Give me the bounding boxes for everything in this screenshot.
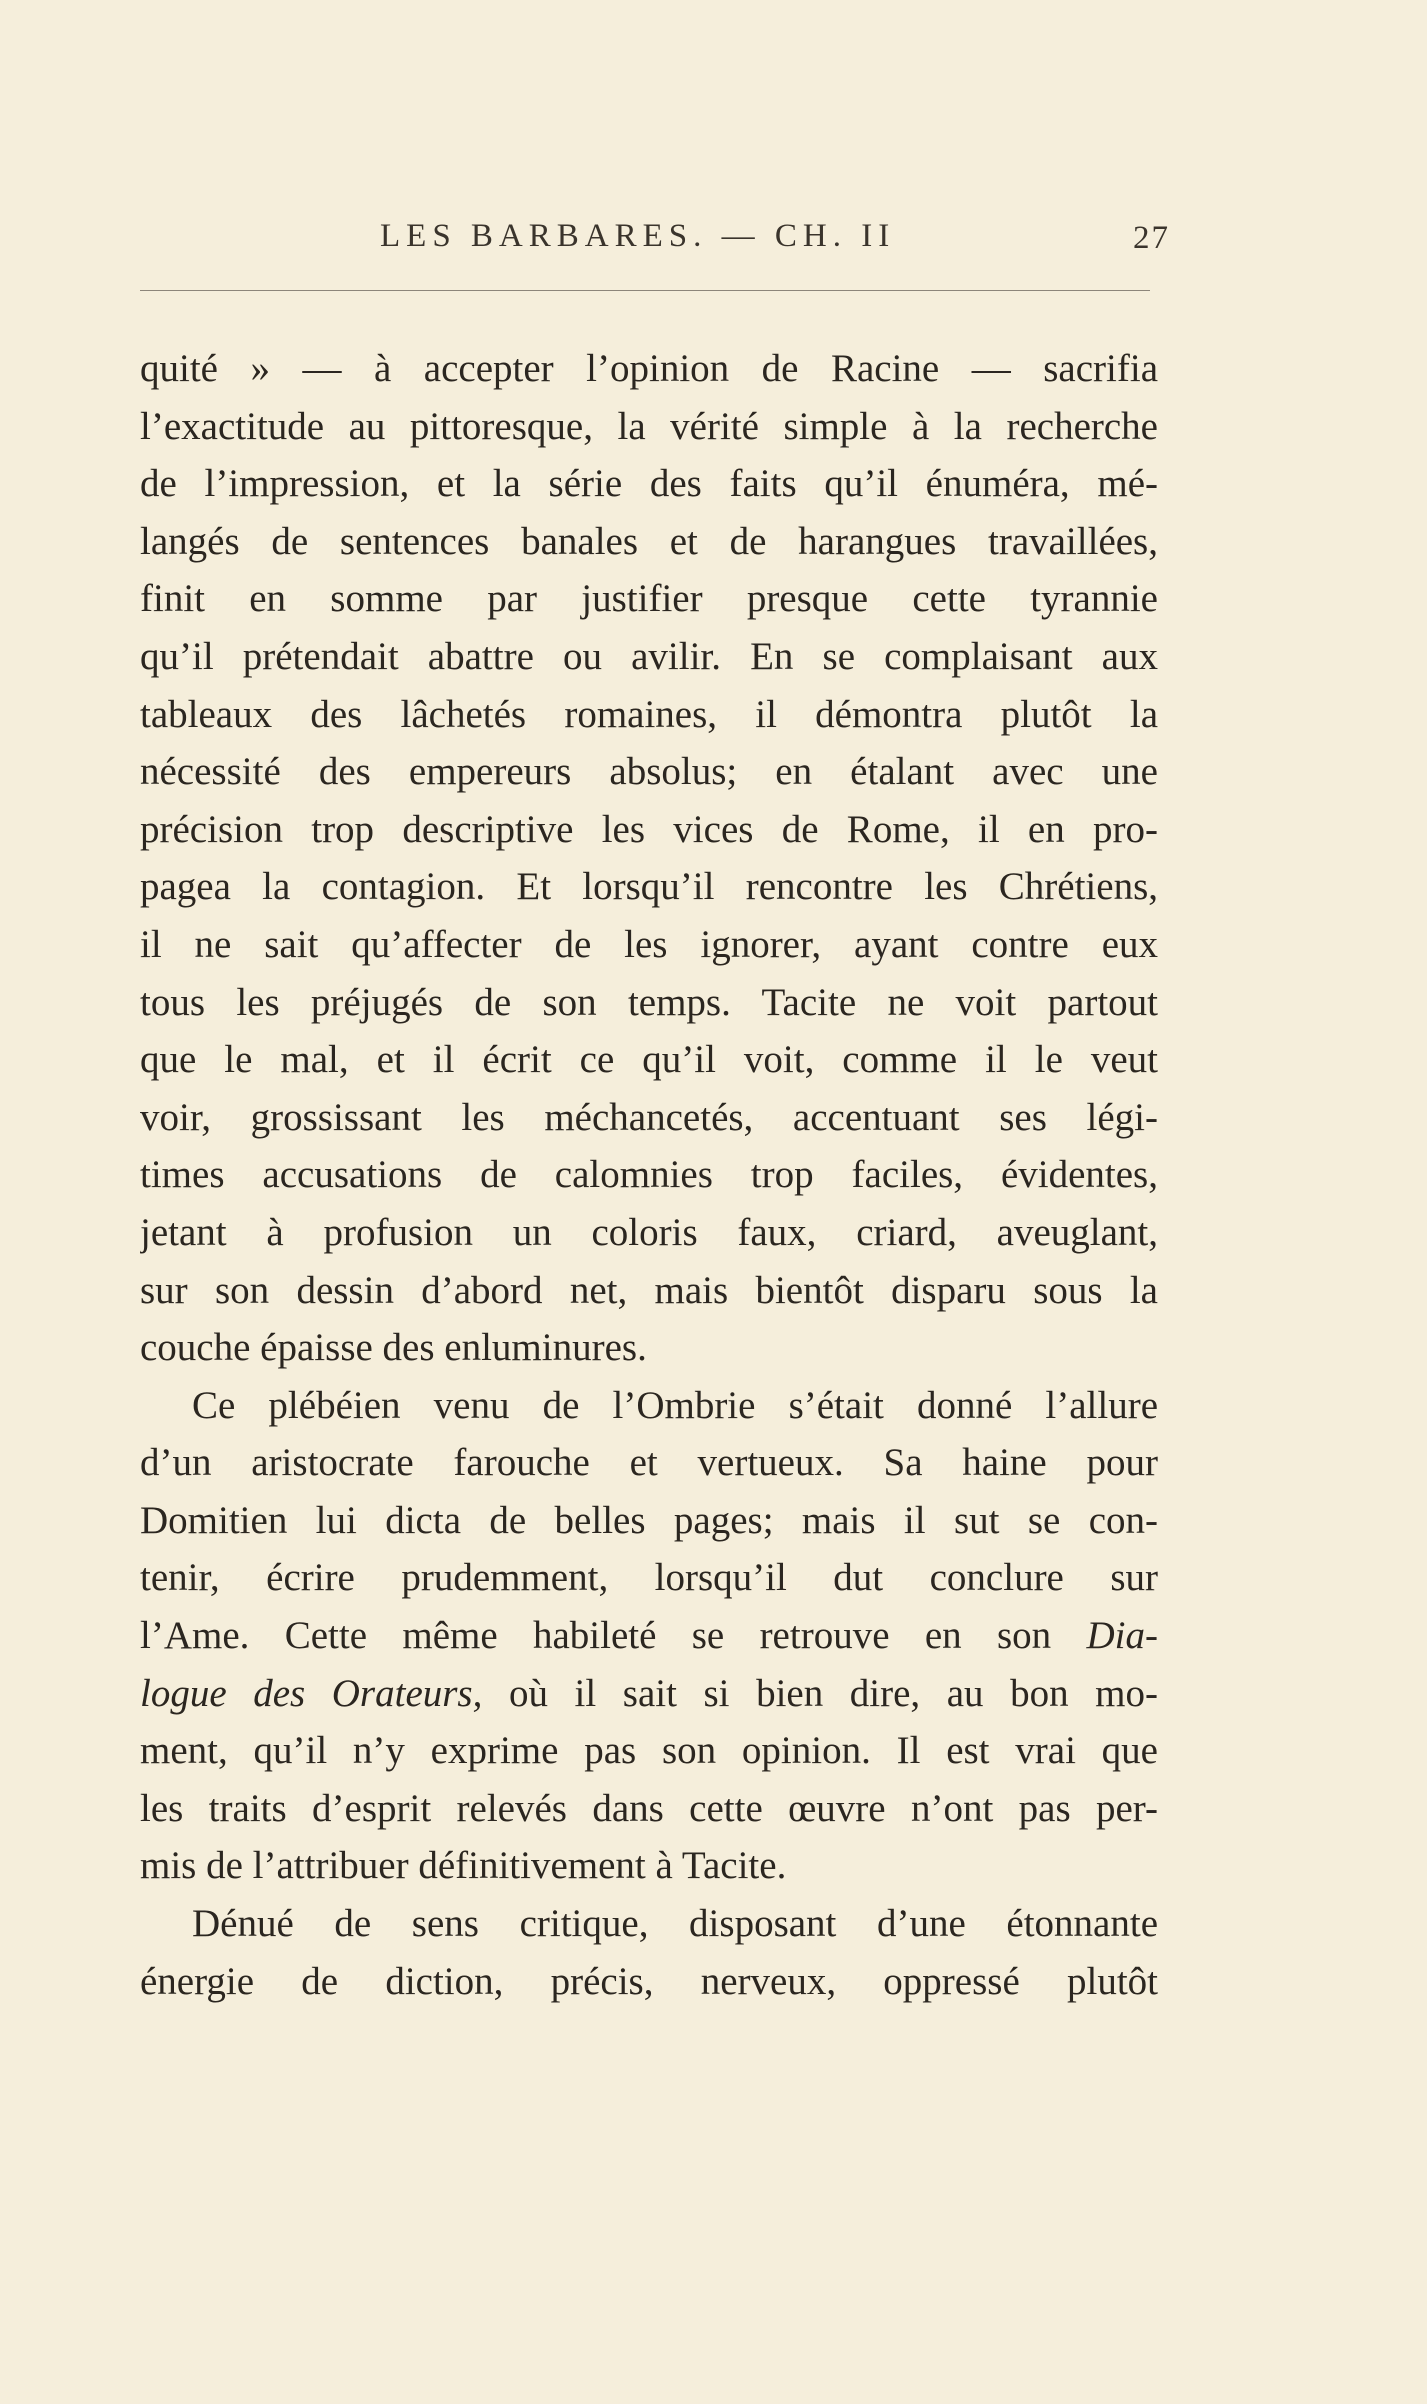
text-line: Dénué de sens critique, disposant d’une étonnante: [192, 1902, 1158, 1946]
text-line: langés de sentences banales et de harangues travaillées,: [140, 519, 1158, 563]
text-line: de l’impression, et la série des faits qu’il énuméra, mé-: [140, 462, 1158, 506]
running-head: [140, 218, 1170, 278]
italic-title-part: logue des Orateurs,: [140, 1671, 483, 1715]
text-line: qu’il prétendait abattre ou avilir. En se complaisant aux: [140, 634, 1158, 678]
italic-title-part: Dia-: [1086, 1614, 1158, 1658]
text-line: finit en somme par justifier presque cette tyrannie: [140, 577, 1158, 621]
text-line: ment, qu’il n’y exprime pas son opinion. Il est vrai que: [140, 1729, 1158, 1773]
body-text: [140, 340, 1158, 2010]
text-line: Ce plébéien venu de l’Ombrie s’était donné l’allure: [192, 1383, 1158, 1427]
text-line: les traits d’esprit relevés dans cette œuvre n’ont pas per-: [140, 1786, 1158, 1830]
text-line: tenir, écrire prudemment, lorsqu’il dut conclure sur: [140, 1556, 1158, 1600]
text-line: mis de l’attribuer définitivement à Tacite.: [140, 1844, 787, 1888]
text-line: pagea la contagion. Et lorsqu’il rencontre les Chrétiens,: [140, 865, 1158, 909]
header-rule: [140, 290, 1150, 291]
text-line: l’exactitude au pittoresque, la vérité simple à la recherche: [140, 404, 1158, 448]
text-line: couche épaisse des enluminures.: [140, 1326, 647, 1370]
text-line: tableaux des lâchetés romaines, il démontra plutôt la: [140, 692, 1158, 736]
page-number: 27: [1133, 220, 1170, 256]
text-line: [140, 1665, 1158, 1723]
text-line: voir, grossissant les méchancetés, accentuant ses légi-: [140, 1095, 1158, 1139]
text-line: il ne sait qu’affecter de les ignorer, ayant contre eux: [140, 922, 1158, 966]
text-line: [140, 1607, 1158, 1665]
text-segment: l’Ame. Cette même habileté se retrouve en son: [140, 1614, 1052, 1658]
text-segment: où il sait si bien dire, au bon mo-: [508, 1671, 1158, 1715]
text-line: quité » — à accepter l’opinion de Racine — sacrifia: [140, 347, 1158, 390]
running-title: LES BARBARES. — CH. II: [380, 218, 896, 254]
text-line: que le mal, et il écrit ce qu’il voit, comme il le veut: [140, 1038, 1158, 1082]
text-line: sur son dessin d’abord net, mais bientôt disparu sous la: [140, 1268, 1158, 1312]
text-line: Domitien lui dicta de belles pages; mais il sut se con-: [140, 1498, 1158, 1542]
text-line: d’un aristocrate farouche et vertueux. Sa haine pour: [140, 1441, 1158, 1485]
text-line: précision trop descriptive les vices de Rome, il en pro-: [140, 807, 1158, 851]
text-line: times accusations de calomnies trop faciles, évidentes,: [140, 1153, 1158, 1197]
text-line: nécessité des empereurs absolus; en étalant avec une: [140, 750, 1158, 794]
text-line: jetant à profusion un coloris faux, criard, aveuglant,: [140, 1210, 1158, 1254]
text-line: tous les préjugés de son temps. Tacite ne voit partout: [140, 980, 1158, 1024]
text-line: énergie de diction, précis, nerveux, oppressé plutôt: [140, 1959, 1158, 2003]
